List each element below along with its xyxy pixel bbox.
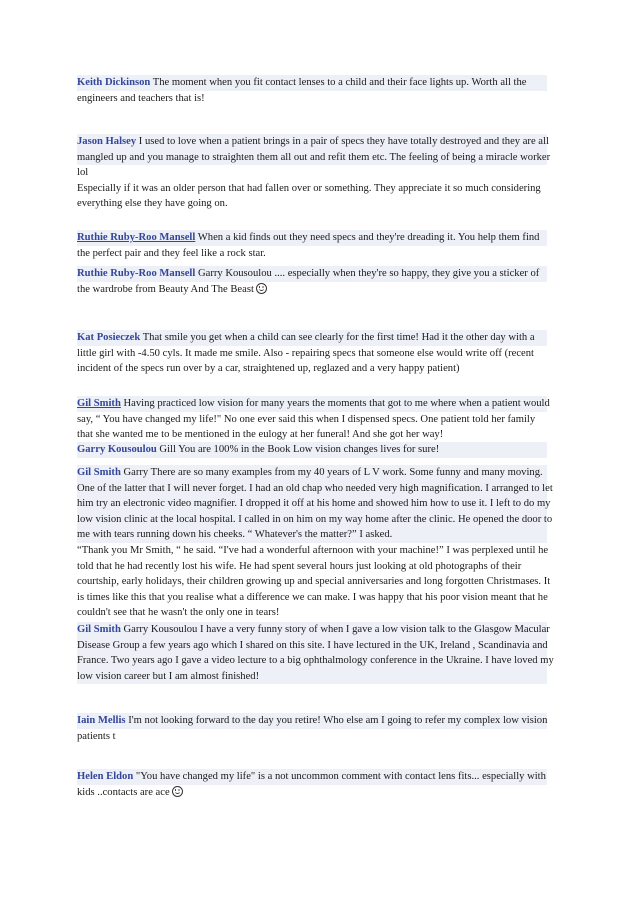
comment-line: France. Two years ago I gave a video lecture to a big ophthalmology conference in the Ukraine. I have loved my xyxy=(77,653,547,669)
author-name[interactable]: Kat Posieczek xyxy=(77,332,141,343)
comment-line: One of the latter that I will never forget. I had an old chap who needed very high magnification. I arranged to let xyxy=(77,481,547,497)
comment-ruthie-mansell xyxy=(77,230,547,261)
author-name[interactable]: Garry Kousoulou xyxy=(77,444,157,455)
author-name[interactable]: Jason Halsey xyxy=(77,136,137,147)
comment-line xyxy=(77,134,547,150)
comment-line xyxy=(77,330,547,346)
comment-line: the perfect pair and they feel like a rock star. xyxy=(77,247,266,259)
comment-text: "You have changed my life" is a not uncommon comment with contact lens fits... especially with xyxy=(133,771,546,782)
comment-line: low vision clinic at the local hospital. I called in on him on my way home after the clinic. He opened the door to xyxy=(77,512,547,528)
author-name[interactable]: Keith Dickinson xyxy=(77,77,151,88)
comment-text: the wardrobe from Beauty And The Beast xyxy=(77,283,254,295)
comment-text: Garry Kousoulou I have a very funny story of when I gave a low vision talk to the Glasgow Macular xyxy=(120,624,550,635)
comment-text: Garry Kousoulou .... especially when they're so happy, they give you a sticker of xyxy=(195,268,540,279)
comment-garry-kousoulou xyxy=(77,442,547,458)
comment-iain-mellis xyxy=(77,713,547,744)
smiley-icon xyxy=(256,283,267,294)
comment-line: low vision career but I am almost finished! xyxy=(77,669,547,685)
comment-line xyxy=(77,282,547,298)
comment-line: little girl with -4.50 cyls. It made me smile. Also - repairing specs that someone else would write off (recent xyxy=(77,347,534,359)
comment-line xyxy=(77,266,547,282)
comment-line: patients t xyxy=(77,730,116,742)
comment-text: That smile you get when a child can see clearly for the first time! Had it the other day with a xyxy=(140,332,535,343)
comment-text: I used to love when a patient brings in a pair of specs they have totally destroyed and they are all xyxy=(136,136,549,147)
comment-gil-smith-1 xyxy=(77,396,550,443)
comment-line: Disease Group a few years ago which I shared on this site. I have lectured in the UK, Ireland , Scandinavia and xyxy=(77,638,547,654)
comment-line xyxy=(77,769,547,785)
comment-line: “Thank you Mr Smith, “ he said. “I've had a wonderful afternoon with your machine!” I was perplexed until he xyxy=(77,544,549,556)
comment-line: engineers and teachers that is! xyxy=(77,92,205,104)
comment-line: say, “ You have changed my life!" No one ever said this when I dispensed specs. One patient told her family xyxy=(77,413,536,425)
comment-line: is times like this that you realise what a difference we can make. I was happy that his poor vision meant that he xyxy=(77,591,548,603)
comment-text: Having practiced low vision for many years the moments that got to me where when a patient would xyxy=(120,398,550,409)
comment-line xyxy=(77,465,547,481)
comment-line xyxy=(77,622,550,638)
comment-line: Especially if it was an older person that had fallen over or something. They appreciate it so much considering xyxy=(77,182,541,194)
author-name[interactable]: Ruthie Ruby-Roo Mansell xyxy=(77,232,196,243)
comment-text: When a kid finds out they need specs and they're dreading it. You help them find xyxy=(195,232,540,243)
comment-helen-eldon xyxy=(77,769,547,800)
comment-jason-halsey xyxy=(77,134,551,212)
comment-gil-smith-3 xyxy=(77,622,554,684)
author-name[interactable]: Gil Smith xyxy=(77,398,121,409)
comment-line: mangled up and you manage to straighten them all out and refit them etc. The feeling of being a miracle worker xyxy=(77,150,547,166)
comment-line xyxy=(77,785,547,801)
author-name[interactable]: Gil Smith xyxy=(77,467,121,478)
comment-gil-smith-2 xyxy=(77,465,553,621)
comment-line: incident of the specs run over by a car, straightened up, reglazed and a very happy patient) xyxy=(77,363,460,375)
comment-line xyxy=(77,713,547,729)
author-name[interactable]: Iain Mellis xyxy=(77,715,126,726)
comment-keith-dickinson xyxy=(77,75,547,106)
comment-text: I'm not looking forward to the day you retire! Who else am I going to refer my complex low vision xyxy=(125,715,548,726)
comment-line: me with tears running down his cheeks. “ Whatever's the matter?” I asked. xyxy=(77,527,547,543)
comment-line xyxy=(77,442,547,458)
smiley-icon xyxy=(172,786,183,797)
comment-ruthie-mansell-reply xyxy=(77,266,547,297)
comment-line: him try an electronic video magnifier. I dropped it off at his home and showed him how to use it. I left to do my xyxy=(77,496,547,512)
comment-line xyxy=(77,396,550,412)
comment-line: couldn't see that he wasn't the only one in tears! xyxy=(77,607,280,619)
comment-text: The moment when you fit contact lenses to a child and their face lights up. Worth all the xyxy=(150,77,527,88)
comment-line xyxy=(77,75,547,91)
comment-text: Gill You are 100% in the Book Low vision changes lives for sure! xyxy=(156,444,440,455)
comment-line: lol xyxy=(77,167,89,179)
comment-line xyxy=(77,230,547,246)
comment-text: kids ..contacts are ace xyxy=(77,786,170,798)
author-name[interactable]: Helen Eldon xyxy=(77,771,134,782)
comment-line: told that he had recently lost his wife. He had spent several hours just looking at old photographs of their xyxy=(77,560,522,572)
comment-text: Garry There are so many examples from my 40 years of L V work. Some funny and many moving. xyxy=(120,467,543,478)
author-name[interactable]: Gil Smith xyxy=(77,624,121,635)
author-name[interactable]: Ruthie Ruby-Roo Mansell xyxy=(77,268,196,279)
comment-kat-posieczek xyxy=(77,330,547,377)
comment-line: courtship, early holidays, their children growing up and special anniversaries and long forgotten Christmases. It xyxy=(77,576,551,588)
comment-line: everything else they have going on. xyxy=(77,198,228,210)
comment-line: that she wanted me to be mentioned in the eulogy at her funeral! And she got her way! xyxy=(77,429,444,441)
